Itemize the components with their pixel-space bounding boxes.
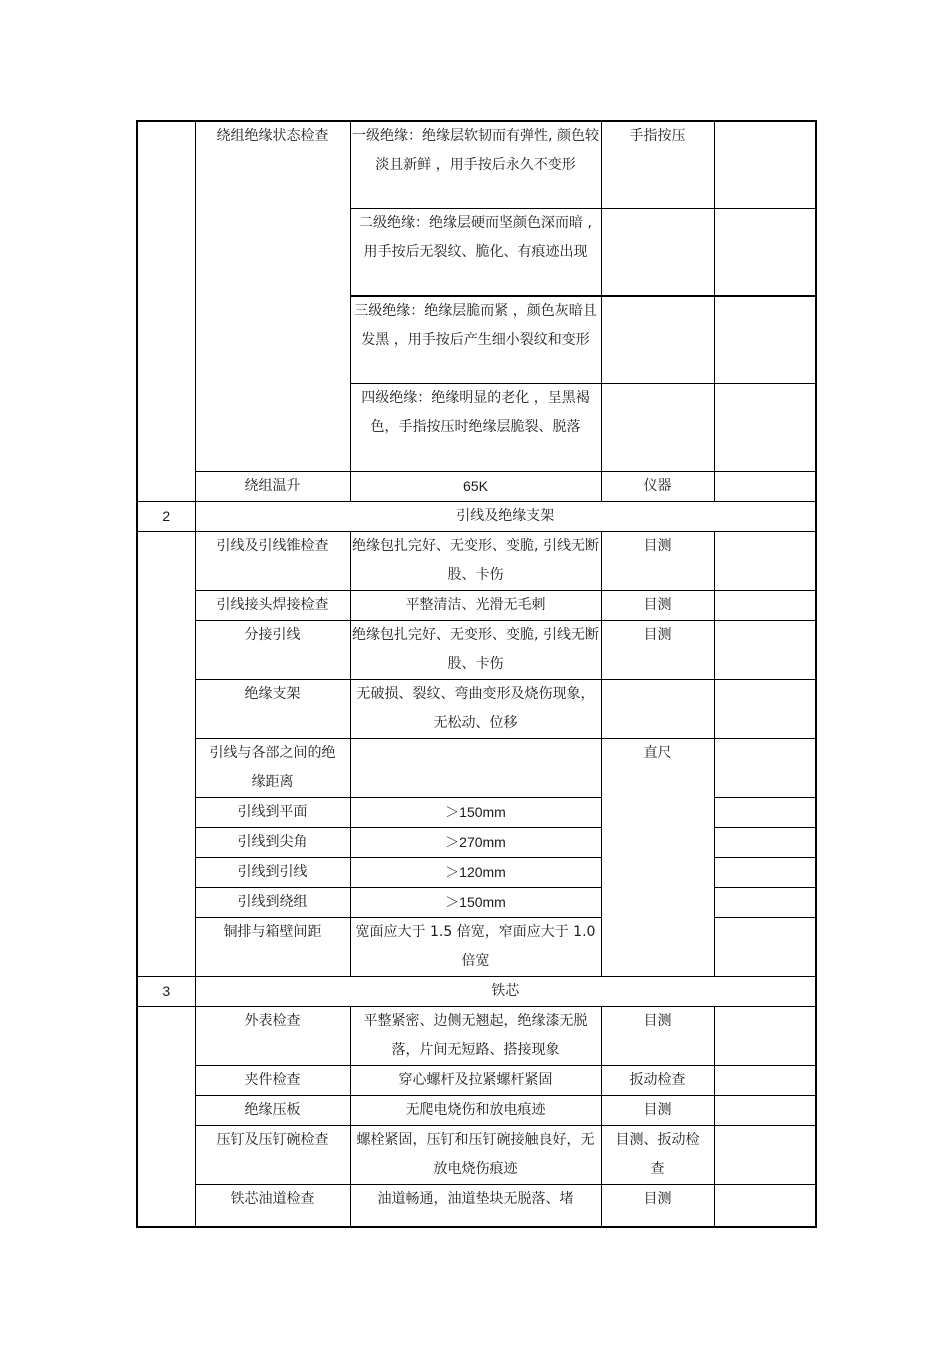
clamp-item: 夹件检查 bbox=[195, 1065, 350, 1095]
plane-item: 引线到平面 bbox=[195, 797, 350, 827]
table-row bbox=[137, 827, 816, 857]
spec-cell bbox=[350, 738, 601, 797]
joint-item: 引线接头焊接检查 bbox=[195, 590, 350, 620]
lead-lead-item: 引线到引线 bbox=[195, 857, 350, 887]
table-row bbox=[137, 1065, 816, 1095]
winding-temp-method: 仪器 bbox=[601, 471, 714, 501]
corner-spec: ＞270mm bbox=[350, 827, 601, 857]
result-cell bbox=[714, 679, 816, 738]
table-row bbox=[137, 590, 816, 620]
grade2-spec: 二级绝缘：绝缘层硬而坚颜色深而暗 , 用手按后无裂纹、脆化、有痕迹出现 bbox=[350, 208, 601, 296]
branch-item: 分接引线 bbox=[195, 620, 350, 679]
oil-spec: 油道畅通，油道垫块无脱落、堵 bbox=[350, 1184, 601, 1227]
table-row bbox=[137, 857, 816, 887]
table-row bbox=[137, 121, 816, 208]
result-cell bbox=[714, 917, 816, 976]
section-no-cell bbox=[137, 121, 195, 501]
table-row bbox=[137, 1095, 816, 1125]
lead-check-method: 目测 bbox=[601, 531, 714, 590]
result-cell bbox=[714, 1184, 816, 1227]
lead-winding-spec: ＞150mm bbox=[350, 887, 601, 917]
result-cell bbox=[714, 857, 816, 887]
grade3-spec: 三级绝缘：绝缘层脆而紧 ，颜色灰暗且发黑 ，用手按后产生细小裂纹和变形 bbox=[350, 296, 601, 383]
result-cell bbox=[714, 1095, 816, 1125]
section-no-cell bbox=[137, 1006, 195, 1227]
result-cell bbox=[714, 827, 816, 857]
lead-lead-spec: ＞120mm bbox=[350, 857, 601, 887]
lead-winding-item: 引线到绕组 bbox=[195, 887, 350, 917]
section-header-row bbox=[137, 976, 816, 1006]
grade1-method: 手指按压 bbox=[601, 121, 714, 208]
section-header-row bbox=[137, 501, 816, 531]
section-no-cell bbox=[137, 531, 195, 976]
table-row bbox=[137, 620, 816, 679]
result-cell bbox=[714, 1065, 816, 1095]
distance-item: 引线与各部之间的绝缘距离 bbox=[195, 738, 350, 797]
nail-method: 目测、扳动检查 bbox=[601, 1125, 714, 1184]
support-item: 绝缘支架 bbox=[195, 679, 350, 738]
winding-temp-spec: 65K bbox=[350, 471, 601, 501]
table-row bbox=[137, 797, 816, 827]
result-cell bbox=[714, 1006, 816, 1065]
plane-spec: ＞150mm bbox=[350, 797, 601, 827]
support-spec: 无破损、裂纹、弯曲变形及烧伤现象，无松动、位移 bbox=[350, 679, 601, 738]
ruler-method: 直尺 bbox=[601, 738, 714, 976]
inspection-table bbox=[136, 120, 817, 1228]
lead-check-item: 引线及引线锥检查 bbox=[195, 531, 350, 590]
method-cell bbox=[601, 208, 714, 296]
joint-spec: 平整清洁、光滑无毛刺 bbox=[350, 590, 601, 620]
result-cell bbox=[714, 471, 816, 501]
clamp-method: 扳动检查 bbox=[601, 1065, 714, 1095]
oil-item: 铁芯油道检查 bbox=[195, 1184, 350, 1227]
section-number: 2 bbox=[137, 501, 195, 531]
result-cell bbox=[714, 383, 816, 471]
method-cell bbox=[601, 296, 714, 383]
section-title: 引线及绝缘支架 bbox=[195, 501, 816, 531]
result-cell bbox=[714, 121, 816, 208]
branch-method: 目测 bbox=[601, 620, 714, 679]
section-title: 铁芯 bbox=[195, 976, 816, 1006]
grade4-spec: 四级绝缘：绝缘明显的老化 ，呈黑褐色，手指按压时绝缘层脆裂、脱落 bbox=[350, 383, 601, 471]
clamp-spec: 穿心螺杆及拉紧螺杆紧固 bbox=[350, 1065, 601, 1095]
busbar-spec: 宽面应大于 1.5 倍宽，窄面应大于 1.0 倍宽 bbox=[350, 917, 601, 976]
nail-item: 压钉及压钉碗检查 bbox=[195, 1125, 350, 1184]
result-cell bbox=[714, 887, 816, 917]
table-row bbox=[137, 471, 816, 501]
result-cell bbox=[714, 590, 816, 620]
table-row bbox=[137, 887, 816, 917]
grade1-spec: 一级绝缘：绝缘层软韧而有弹性, 颜色较淡且新鲜 ，用手按后永久不变形 bbox=[350, 121, 601, 208]
lead-check-spec: 绝缘包扎完好、无变形、变脆, 引线无断股、卡伤 bbox=[350, 531, 601, 590]
oil-method: 目测 bbox=[601, 1184, 714, 1227]
press-method: 目测 bbox=[601, 1095, 714, 1125]
section-number: 3 bbox=[137, 976, 195, 1006]
result-cell bbox=[714, 738, 816, 797]
table-row bbox=[137, 738, 816, 797]
table-row bbox=[137, 1184, 816, 1227]
branch-spec: 绝缘包扎完好、无变形、变脆, 引线无断股、卡伤 bbox=[350, 620, 601, 679]
surface-spec: 平整紧密、边侧无翘起，绝缘漆无脱落，片间无短路、搭接现象 bbox=[350, 1006, 601, 1065]
busbar-item: 铜排与箱壁间距 bbox=[195, 917, 350, 976]
table-row bbox=[137, 531, 816, 590]
method-cell bbox=[601, 383, 714, 471]
result-cell bbox=[714, 797, 816, 827]
table-row bbox=[137, 917, 816, 976]
result-cell bbox=[714, 296, 816, 383]
press-item: 绝缘压板 bbox=[195, 1095, 350, 1125]
table-row bbox=[137, 1125, 816, 1184]
result-cell bbox=[714, 208, 816, 296]
method-cell bbox=[601, 679, 714, 738]
surface-item: 外表检查 bbox=[195, 1006, 350, 1065]
joint-method: 目测 bbox=[601, 590, 714, 620]
surface-method: 目测 bbox=[601, 1006, 714, 1065]
table-row bbox=[137, 679, 816, 738]
nail-spec: 螺栓紧固，压钉和压钉碗接触良好，无放电烧伤痕迹 bbox=[350, 1125, 601, 1184]
table-row bbox=[137, 1006, 816, 1065]
result-cell bbox=[714, 620, 816, 679]
corner-item: 引线到尖角 bbox=[195, 827, 350, 857]
result-cell bbox=[714, 531, 816, 590]
press-spec: 无爬电烧伤和放电痕迹 bbox=[350, 1095, 601, 1125]
winding-temp-item: 绕组温升 bbox=[195, 471, 350, 501]
winding-insulation-item: 绕组绝缘状态检查 bbox=[195, 121, 350, 471]
result-cell bbox=[714, 1125, 816, 1184]
